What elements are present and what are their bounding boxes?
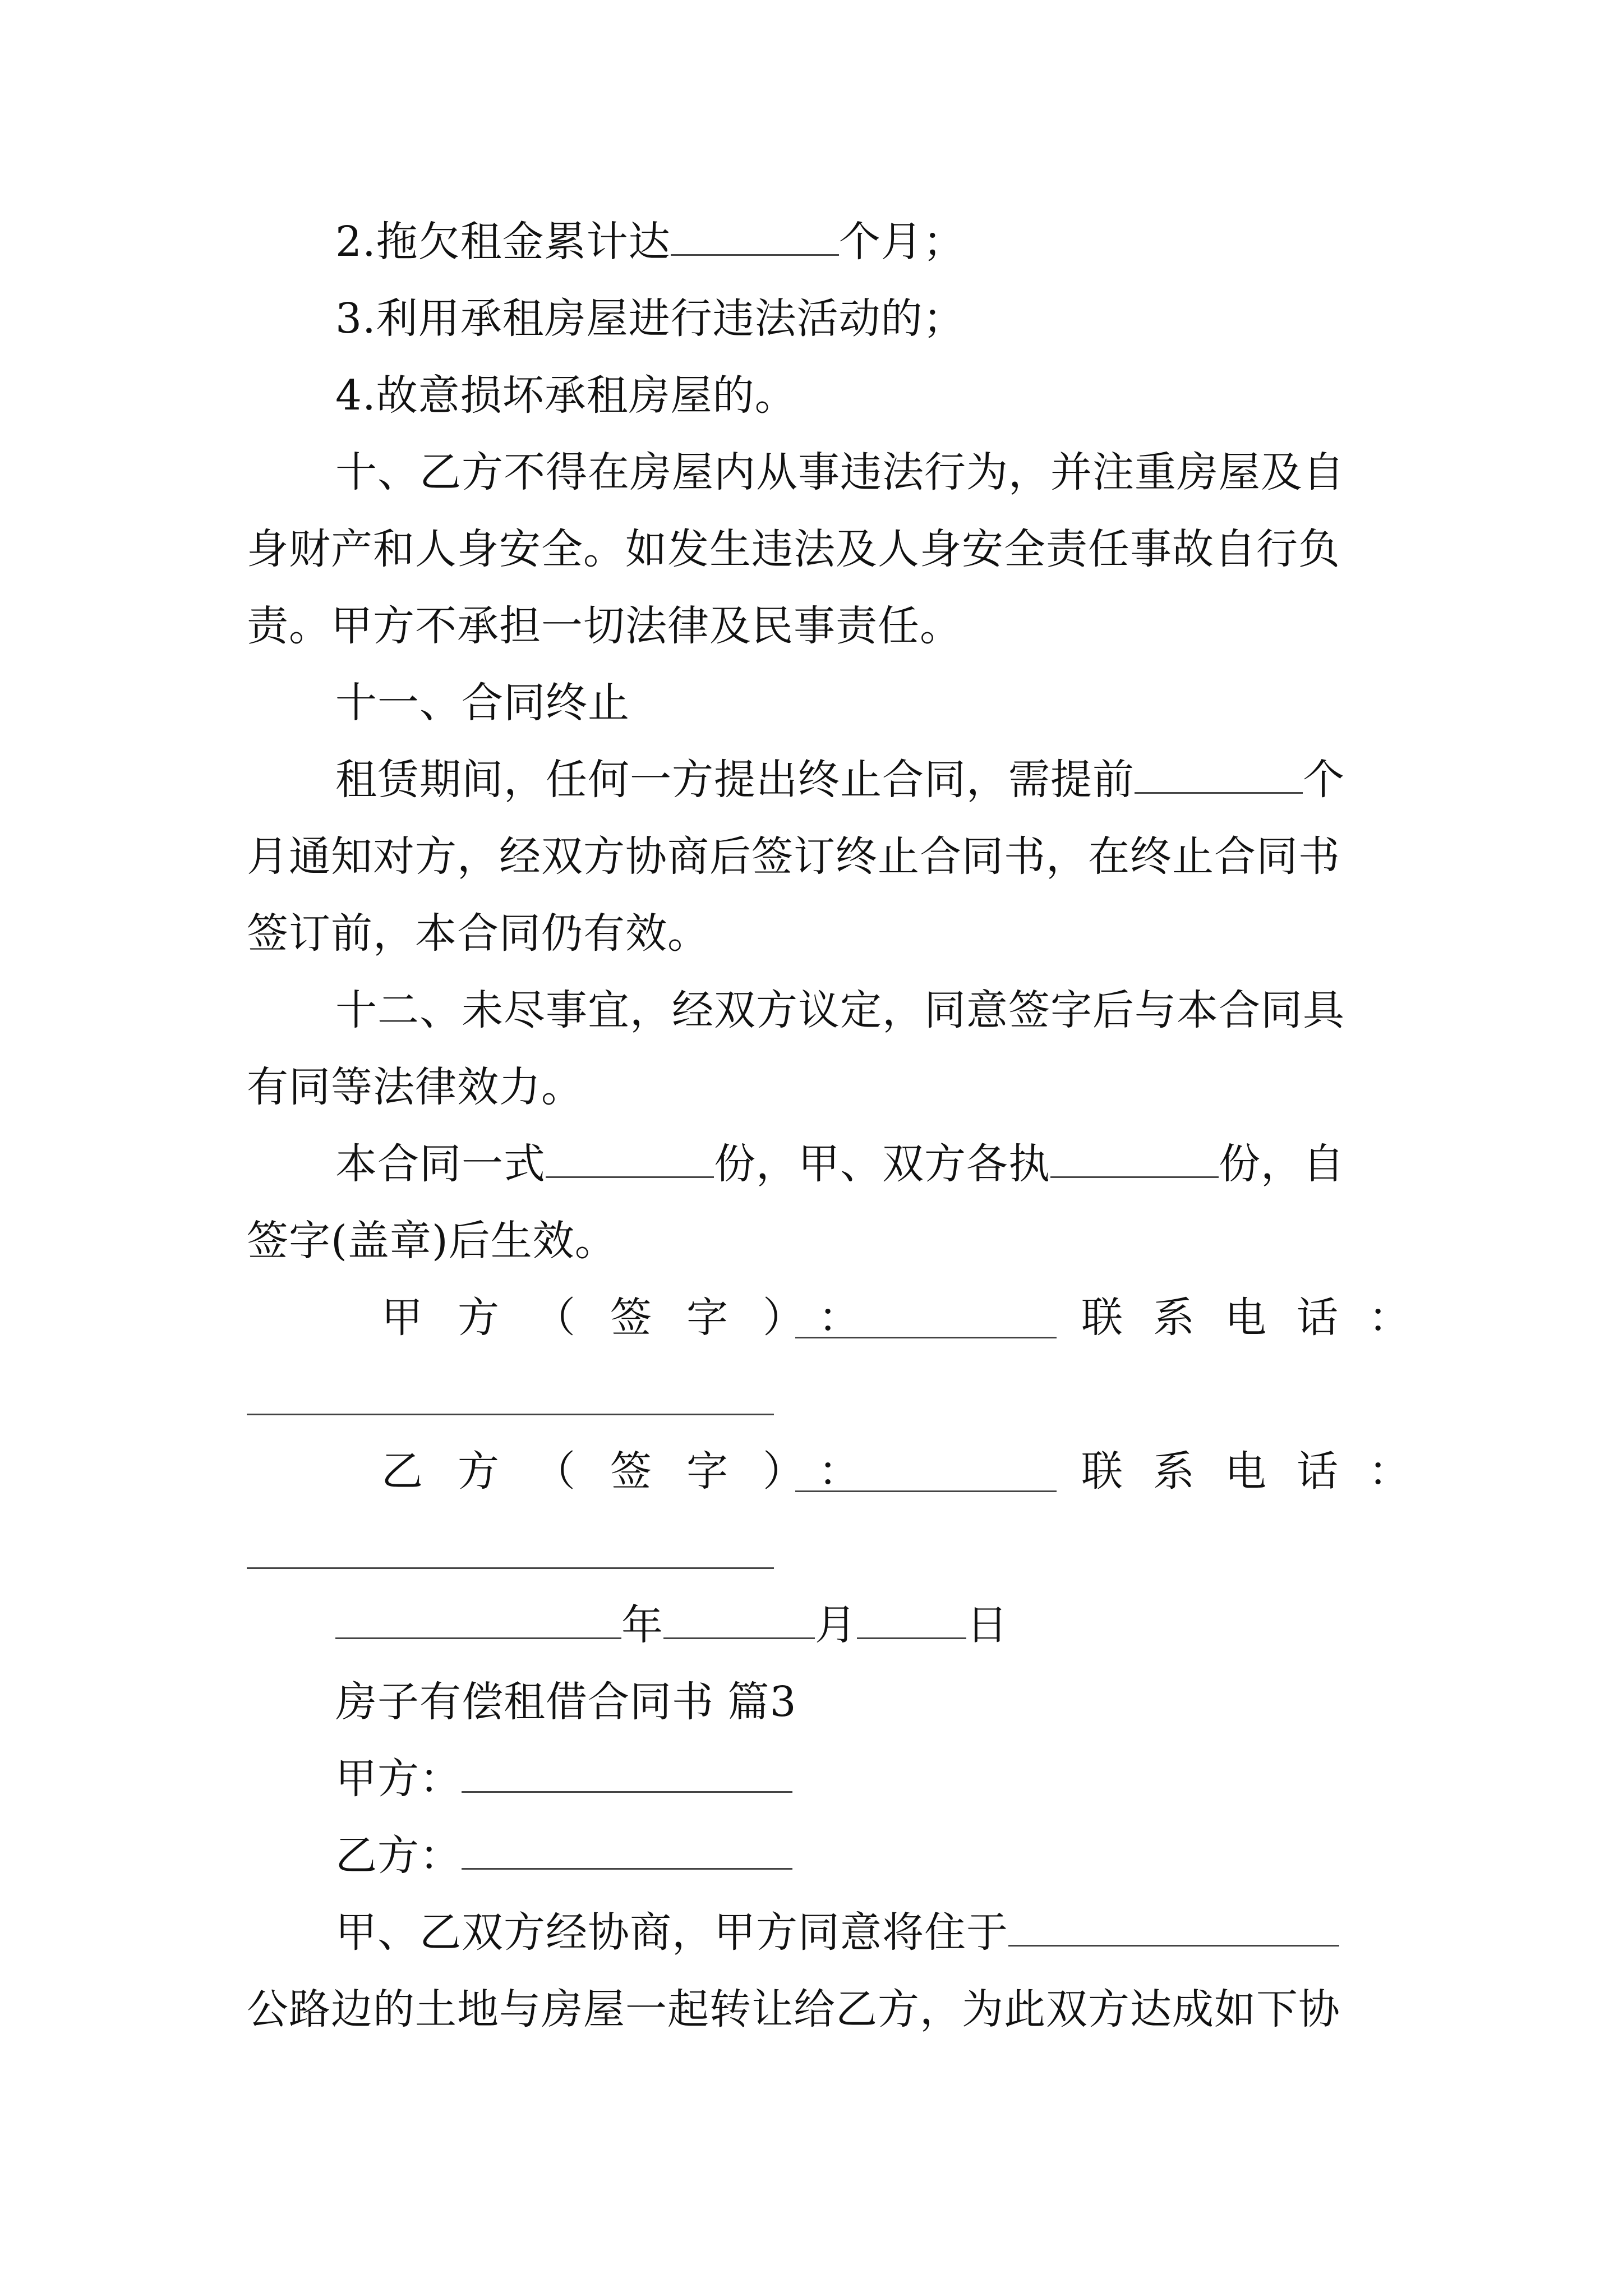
party-b-line [335, 1828, 792, 1884]
clause-damage: 4.故意损坏承租房屋的。 [335, 371, 797, 420]
year-blank [335, 1603, 621, 1639]
party-b-signature-blank [795, 1490, 1057, 1492]
article-11-heading: 十一、合同终止 [335, 679, 630, 727]
party-b-name-blank [462, 1833, 792, 1870]
months-blank [671, 219, 839, 256]
article-11-line-2: 月通知对方，经双方协商后签订终止合同书，在终止合同书 [247, 832, 1340, 881]
year-label: 年 [621, 1601, 663, 1649]
party-b-label: 乙方： [335, 1832, 462, 1880]
copies-line-2: 签字(盖章)后生效。 [247, 1217, 617, 1265]
day-label: 日 [966, 1601, 1008, 1649]
copies-each-blank [1050, 1142, 1219, 1178]
party-a-phone-label: 联系电话： [1081, 1294, 1440, 1342]
article-11-line-1 [335, 752, 1345, 808]
clause-illegal-use: 3.利用承租房屋进行违法活动的； [335, 295, 965, 343]
address-blank [1008, 1910, 1339, 1947]
copies-text-2: 份，甲、双方各执 [714, 1140, 1050, 1188]
party-a-phone-blank [247, 1414, 774, 1415]
article-10-line-1: 十、乙方不得在房屋内从事违法行为，并注重房屋及自 [335, 448, 1345, 496]
party-a-signature-blank [795, 1337, 1057, 1338]
party-a-line [335, 1751, 792, 1807]
copies-total-blank [546, 1142, 714, 1178]
copies-text-1: 本合同一式 [335, 1140, 546, 1188]
party-b-phone-label: 联系电话： [1081, 1447, 1440, 1496]
party-a-label: 甲方： [335, 1755, 462, 1803]
day-blank [857, 1603, 966, 1639]
clause-arrears [335, 214, 965, 270]
article-12-line-2: 有同等法律效力。 [247, 1063, 583, 1111]
clause-arrears-text: 2.拖欠租金累计达 [335, 218, 671, 266]
section-3-title: 房子有偿租借合同书 篇3 [335, 1678, 797, 1726]
agreement-text-1: 甲、乙双方经协商，甲方同意将住于 [335, 1908, 1008, 1957]
month-label: 月 [815, 1601, 857, 1649]
party-a-name-blank [462, 1756, 792, 1793]
article-11-text: 租赁期间，任何一方提出终止合同，需提前 [335, 756, 1135, 804]
clause-arrears-unit: 个月； [838, 218, 965, 266]
copies-text-3: 份，自 [1219, 1140, 1345, 1188]
copies-line-1 [335, 1136, 1345, 1192]
month-blank [663, 1603, 815, 1639]
article-11-line-3: 签订前，本合同仍有效。 [247, 909, 709, 958]
party-a-signature-label: 甲方（签字）： [381, 1294, 895, 1342]
party-b-signature-label: 乙方（签字）： [381, 1447, 895, 1496]
article-10-line-3: 责。甲方不承担一切法律及民事责任。 [247, 602, 962, 650]
party-b-phone-blank [247, 1567, 774, 1569]
article-11-unit: 个 [1303, 756, 1345, 804]
notice-months-blank [1135, 757, 1303, 794]
agreement-line-2: 公路边的土地与房屋一起转让给乙方，为此双方达成如下协 [247, 1985, 1340, 2033]
article-12-line-1: 十二、未尽事宜，经双方议定，同意签字后与本合同具 [335, 986, 1345, 1034]
agreement-line-1 [335, 1904, 1339, 1961]
date-line [335, 1597, 1008, 1653]
article-10-line-2: 身财产和人身安全。如发生违法及人身安全责任事故自行负 [247, 525, 1340, 573]
